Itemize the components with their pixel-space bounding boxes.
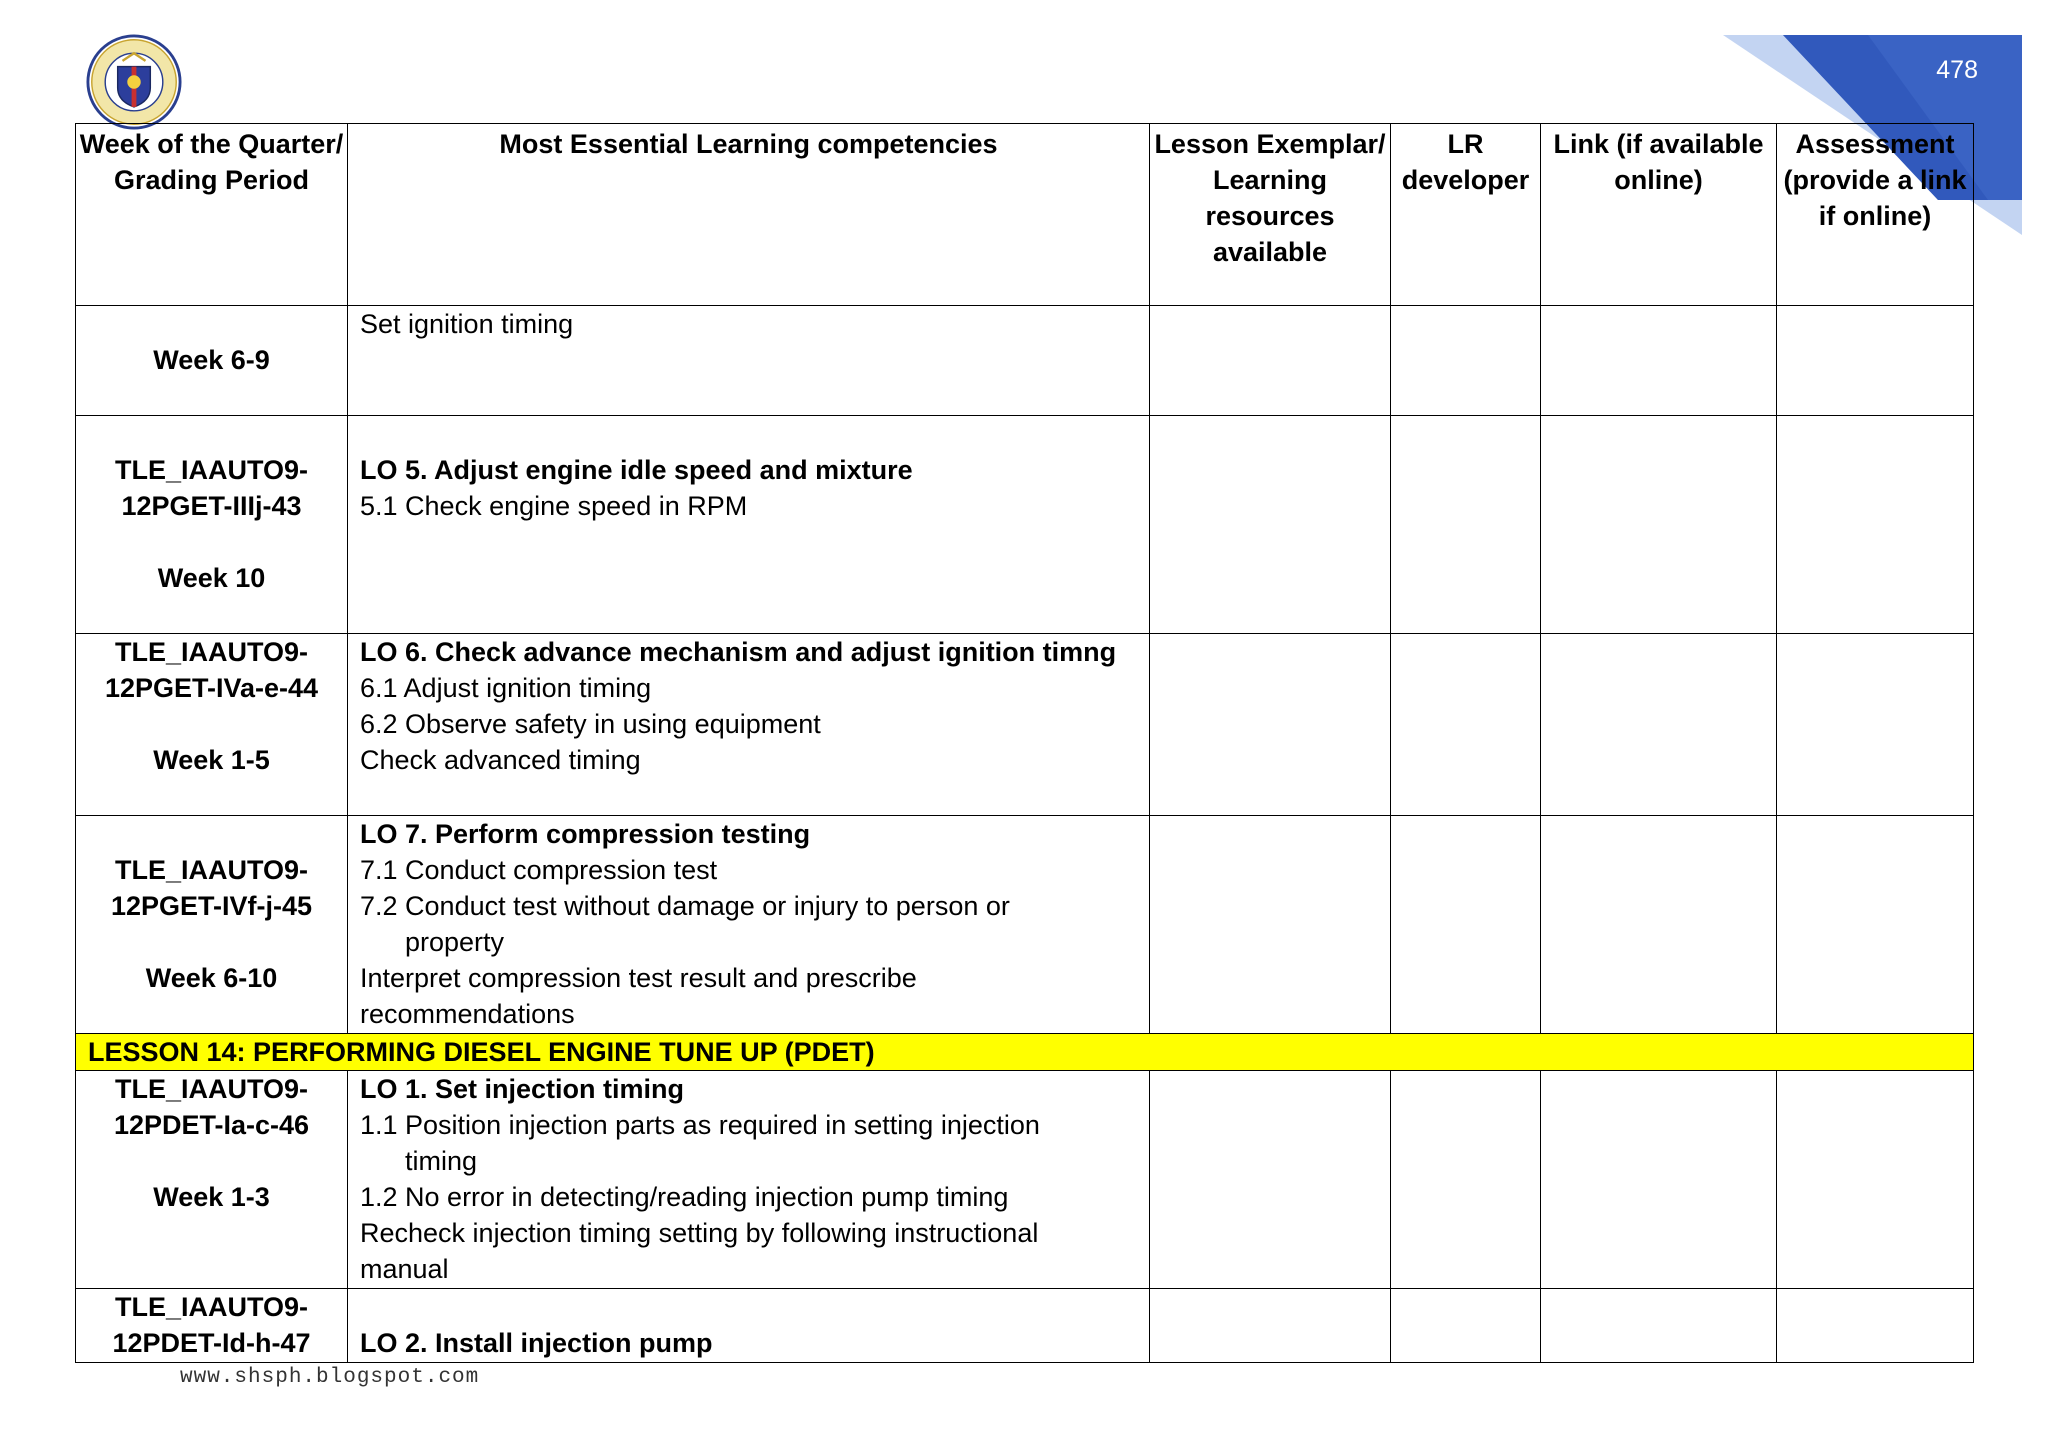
table-row xyxy=(76,306,1974,416)
empty-cell xyxy=(1777,816,1974,1034)
empty-cell xyxy=(1777,306,1974,416)
competency-line: 6.1 Adjust ignition timing xyxy=(360,673,652,703)
competency-line: recommendations xyxy=(360,999,575,1029)
competency-line: timing xyxy=(405,1146,478,1176)
empty-cell xyxy=(1391,416,1541,634)
empty-cell xyxy=(1541,1071,1777,1289)
competency-code: 12PGET-IVf-j-45 xyxy=(110,891,313,921)
empty-cell xyxy=(1150,634,1391,816)
week-cell xyxy=(76,816,348,1034)
competency-line: 1.1 Position injection parts as required in setting injection xyxy=(360,1110,1040,1140)
header-week: Week of the Quarter/ Grading Period xyxy=(76,124,348,306)
table-row xyxy=(76,416,1974,634)
header-lesson-exemplar: Lesson Exemplar/ Learning resources available xyxy=(1150,124,1391,306)
table-row xyxy=(76,1289,1974,1363)
week-cell xyxy=(76,1071,348,1289)
lo-title: LO 7. Perform compression testing xyxy=(360,819,811,849)
competency-code: TLE_IAAUTO9- xyxy=(114,455,309,485)
empty-cell xyxy=(1391,1071,1541,1289)
empty-cell xyxy=(1150,1289,1391,1363)
lo-title: LO 6. Check advance mechanism and adjust ignition timng xyxy=(360,637,1117,667)
competency-cell xyxy=(348,816,1150,1034)
table-row xyxy=(76,634,1974,816)
empty-cell xyxy=(1541,634,1777,816)
empty-cell xyxy=(1541,306,1777,416)
competency-code: 12PGET-IIIj-43 xyxy=(121,491,302,521)
lesson-banner: LESSON 14: PERFORMING DIESEL ENGINE TUNE UP (PDET) xyxy=(76,1034,1974,1071)
week-label: Week 1-3 xyxy=(153,1182,270,1212)
empty-cell xyxy=(1391,306,1541,416)
table-header-row xyxy=(76,124,1974,306)
table-row xyxy=(76,816,1974,1034)
competency-code: TLE_IAAUTO9- xyxy=(114,637,309,667)
lo-title: LO 2. Install injection pump xyxy=(360,1328,713,1358)
competency-cell xyxy=(348,634,1150,816)
empty-cell xyxy=(1150,306,1391,416)
week-label: Week 1-5 xyxy=(153,745,270,775)
week-label: Week 6-10 xyxy=(145,963,278,993)
competency-line: 7.2 Conduct test without damage or injury to person or xyxy=(360,891,1010,921)
competency-line: 1.2 No error in detecting/reading injection pump timing xyxy=(360,1182,1009,1212)
week-label: Week 10 xyxy=(157,563,266,593)
competency-line: Check advanced timing xyxy=(360,745,641,775)
header-lr-developer: LR developer xyxy=(1391,124,1541,306)
competency-cell xyxy=(348,306,1150,416)
competency-line: Interpret compression test result and prescribe xyxy=(360,963,917,993)
page-number: 478 xyxy=(1936,56,1978,84)
empty-cell xyxy=(1777,1071,1974,1289)
competency-code: 12PDET-Id-h-47 xyxy=(112,1328,311,1358)
table-row xyxy=(76,1071,1974,1289)
competency-line: 7.1 Conduct compression test xyxy=(360,855,718,885)
header-competencies: Most Essential Learning competencies xyxy=(348,124,1150,306)
competency-code: TLE_IAAUTO9- xyxy=(114,1292,309,1322)
empty-cell xyxy=(1150,816,1391,1034)
curriculum-table xyxy=(75,123,1974,1363)
empty-cell xyxy=(1777,634,1974,816)
empty-cell xyxy=(1391,634,1541,816)
empty-cell xyxy=(1391,816,1541,1034)
competency-line: Set ignition timing xyxy=(360,309,574,339)
empty-cell xyxy=(1150,1071,1391,1289)
competency-line: Recheck injection timing setting by following instructional xyxy=(360,1218,1039,1248)
lesson-banner-row xyxy=(76,1034,1974,1071)
competency-code: 12PGET-IVa-e-44 xyxy=(104,673,319,703)
competency-line: manual xyxy=(360,1254,449,1284)
empty-cell xyxy=(1541,816,1777,1034)
competency-cell xyxy=(348,416,1150,634)
week-cell xyxy=(76,416,348,634)
empty-cell xyxy=(1150,416,1391,634)
lo-title: LO 1. Set injection timing xyxy=(360,1074,685,1104)
competency-cell xyxy=(348,1289,1150,1363)
competency-code: TLE_IAAUTO9- xyxy=(114,1074,309,1104)
competency-code: 12PDET-Ia-c-46 xyxy=(113,1110,310,1140)
week-cell xyxy=(76,306,348,416)
empty-cell xyxy=(1541,1289,1777,1363)
lo-title: LO 5. Adjust engine idle speed and mixture xyxy=(360,455,913,485)
week-label: Week 6-9 xyxy=(153,345,270,375)
competency-cell xyxy=(348,1071,1150,1289)
week-cell xyxy=(76,634,348,816)
deped-seal-logo xyxy=(86,34,182,130)
empty-cell xyxy=(1777,1289,1974,1363)
empty-cell xyxy=(1777,416,1974,634)
competency-line: 5.1 Check engine speed in RPM xyxy=(360,491,748,521)
competency-code: TLE_IAAUTO9- xyxy=(114,855,309,885)
header-link: Link (if available online) xyxy=(1541,124,1777,306)
competency-line: 6.2 Observe safety in using equipment xyxy=(360,709,821,739)
week-cell xyxy=(76,1289,348,1363)
footer-url: www.shsph.blogspot.com xyxy=(180,1366,480,1389)
empty-cell xyxy=(1391,1289,1541,1363)
header-assessment: Assessment (provide a link if online) xyxy=(1777,124,1974,306)
competency-line: property xyxy=(405,927,505,957)
empty-cell xyxy=(1541,416,1777,634)
